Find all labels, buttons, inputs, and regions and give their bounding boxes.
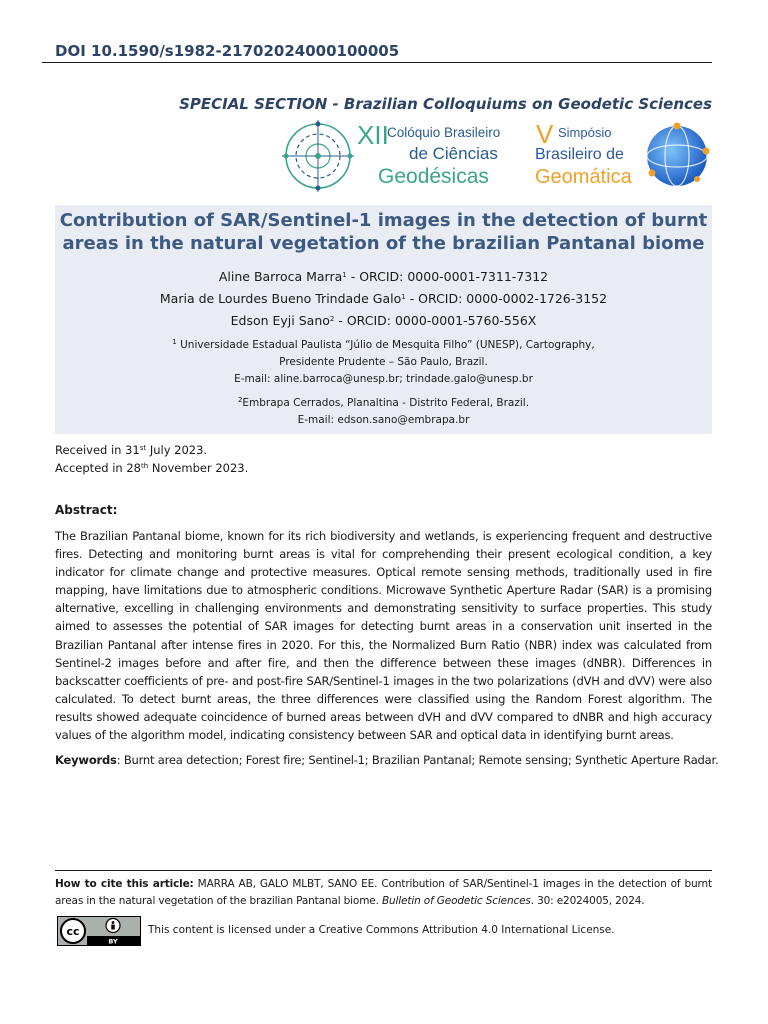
logo-xii-line2: de Ciências [409, 144, 498, 163]
keywords-label: Keywords [55, 753, 117, 767]
logo-xii-number: XII [357, 120, 389, 150]
citation-journal: Bulletin of Geodetic Sciences [381, 895, 531, 907]
footer-divider [55, 870, 712, 871]
article-dates [55, 441, 248, 477]
author-affiliation-mark: 1 [401, 293, 406, 301]
author-orcid[interactable]: - ORCID: 0000-0002-1726-3152 [405, 291, 608, 306]
abstract-body: The Brazilian Pantanal biome, known for its rich biodiversity and wetlands, is experiencing frequent and destructive fires. Detecting and monitoring burnt areas is vital for comprehending their present ecological condition, a key indicator for climate change and protective measures. Optical remote sensing methods, traditionally used in fire mapping, have limitations due to atmospheric conditions. Microwave Synthetic Aperture Radar (SAR) is a promising alternative, excelling in challenging environments and demonstrating sensitivity to surface properties. This study aimed to assesses the potential of SAR images for detecting burnt areas in a conservation unit inserted in the Brazilian Pantanal after intense fires in 2020. For this, the Normalized Burn Ratio (NBR) index was calculated from Sentinel-2 images before and after fire, and then the difference between these images (dNBR). Differences in backscatter coefficients of pre- and post-fire SAR/Sentinel-1 images in the two polarizations (dVH and dVV) were also calculated. To detect burnt areas, the three differences were classified using the Random Forest algorithm. The results showed adequate coincidence of burned areas between dVH and dVV compared to dNBR and high accuracy values of the algorithm model, indicating consistency between SAR and optical data in identifying burnt areas. [55, 529, 712, 743]
author-orcid[interactable]: - ORCID: 0000-0001-7311-7312 [346, 269, 549, 284]
logo-xii-line1: Colóquio Brasileiro [387, 125, 501, 140]
v-symposium-logo [532, 118, 712, 194]
special-section-label: SPECIAL SECTION - Brazilian Colloquiums on Geodetic Sciences [179, 95, 712, 113]
citation [55, 876, 712, 910]
event-logos [280, 118, 712, 194]
globe-icon [642, 121, 712, 191]
logo-v-line1: Simpósio [558, 125, 612, 140]
citation-text: MARRA AB, GALO MLBT, SANO EE. Contribution of SAR/Sentinel-1 images in the detection of burnt areas in the natural vegetation of the brazilian Pantanal biome. [55, 878, 713, 907]
citation-label: How to cite this article: [55, 878, 194, 890]
cc-symbol: cc [66, 925, 80, 938]
author-affiliation-mark: 2 [329, 315, 335, 323]
cc-by-license-icon[interactable] [57, 916, 141, 946]
affiliation-1 [55, 337, 712, 388]
accepted-date: Accepted in 28th November 2023. [55, 461, 249, 475]
citation-tail: . 30: e2024005, 2024. [530, 895, 645, 907]
article-header-box [55, 205, 712, 434]
author-1 [55, 269, 712, 284]
logo-v-line3: Geomática [535, 166, 632, 188]
affiliation-mark: 1 [172, 338, 177, 346]
author-3 [55, 313, 712, 328]
author-name: Edson Eyji Sano [230, 313, 330, 328]
author-name: Maria de Lourdes Bueno Trindade Galo [159, 291, 402, 306]
received-date: Received in 31st July 2023. [55, 443, 208, 457]
article-title [55, 209, 712, 255]
author-orcid[interactable]: - ORCID: 0000-0001-5760-556X [334, 313, 537, 328]
logo-v-line2: Brasileiro de [535, 146, 624, 163]
affiliation-1-email[interactable]: E-mail: aline.barroca@unesp.br; trindade.galo@unesp.br [234, 373, 533, 385]
affiliation-1-line2: Presidente Prudente – São Paulo, Brazil. [279, 356, 488, 368]
keywords [55, 753, 725, 767]
logo-xii-line3: Geodésicas [378, 165, 489, 188]
author-name: Aline Barroca Marra [218, 269, 343, 284]
compass-icon [280, 118, 356, 194]
logo-v-number: V [536, 119, 554, 149]
author-2 [55, 291, 712, 306]
header-divider [42, 62, 712, 63]
xii-colloquium-logo [280, 118, 530, 194]
abstract-heading: Abstract: [55, 503, 118, 517]
affiliation-mark: 2 [237, 396, 243, 404]
title-line-1: Contribution of SAR/Sentinel-1 images in the detection of burnt [59, 210, 708, 231]
affiliation-1-line1: Universidade Estadual Paulista “Júlio de Mesquita Filho” (UNESP), Cartography, [176, 339, 595, 351]
author-affiliation-mark: 1 [342, 271, 347, 279]
license-statement[interactable]: This content is licensed under a Creative Commons Attribution 4.0 International License. [148, 924, 615, 936]
keywords-list: : Burnt area detection; Forest fire; Sentinel-1; Brazilian Pantanal; Remote sensing; Synthetic Aperture Radar. [116, 753, 719, 767]
affiliation-2-line1: Embrapa Cerrados, Planaltina - Distrito Federal, Brazil. [242, 397, 530, 409]
affiliation-2-email[interactable]: E-mail: edson.sano@embrapa.br [297, 414, 470, 426]
by-label: BY [108, 937, 118, 946]
doi-heading[interactable]: DOI 10.1590/s1982-21702024000100005 [55, 42, 400, 60]
title-line-2: areas in the natural vegetation of the brazilian Pantanal biome [62, 233, 705, 254]
affiliation-2 [55, 395, 712, 429]
